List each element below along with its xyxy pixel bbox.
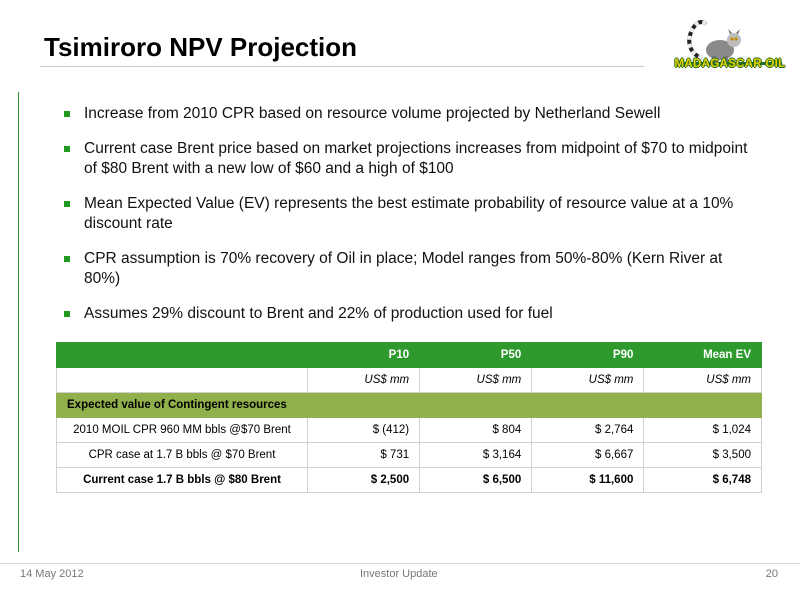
column-header-p10: P10: [308, 343, 420, 368]
value-cell: $ 3,164: [420, 443, 532, 468]
unit-cell: US$ mm: [532, 368, 644, 393]
bullet-list: [62, 104, 762, 339]
unit-cell: US$ mm: [644, 368, 762, 393]
value-cell: $ 731: [308, 443, 420, 468]
value-cell: $ 6,500: [420, 468, 532, 493]
bullet-text: Increase from 2010 CPR based on resource volume projected by Netherland Sewell: [84, 105, 661, 122]
value-cell: $ (412): [308, 418, 420, 443]
logo-wordmark: MADAGASCAR OIL: [674, 58, 786, 70]
unit-cell: US$ mm: [308, 368, 420, 393]
units-row: [57, 368, 762, 393]
table-row: [57, 468, 762, 493]
column-header-mean-ev: Mean EV: [644, 343, 762, 368]
value-cell: $ 6,748: [644, 468, 762, 493]
bullet-item: [62, 104, 762, 124]
footer-center-text: Investor Update: [360, 568, 438, 580]
table-row: [57, 418, 762, 443]
column-header-p50: P50: [420, 343, 532, 368]
bullet-item: [62, 139, 762, 179]
row-label: Current case 1.7 B bbls @ $80 Brent: [57, 468, 308, 493]
value-cell: $ 11,600: [532, 468, 644, 493]
bullet-square-icon: [64, 146, 70, 152]
table-header-row: [57, 343, 762, 368]
bullet-square-icon: [64, 201, 70, 207]
left-accent-line: [18, 92, 19, 552]
row-label: 2010 MOIL CPR 960 MM bbls @$70 Brent: [57, 418, 308, 443]
value-cell: $ 6,667: [532, 443, 644, 468]
bullet-square-icon: [64, 256, 70, 262]
section-row: [57, 393, 762, 418]
section-label: Expected value of Contingent resources: [57, 393, 762, 418]
footer-divider: [0, 563, 800, 564]
bullet-square-icon: [64, 311, 70, 317]
table-row: [57, 443, 762, 468]
value-cell: $ 2,764: [532, 418, 644, 443]
bullet-square-icon: [64, 111, 70, 117]
column-header-p90: P90: [532, 343, 644, 368]
value-cell: $ 804: [420, 418, 532, 443]
bullet-text: Mean Expected Value (EV) represents the best estimate probability of resource value at a 10% discount rate: [84, 195, 734, 232]
bullet-item: [62, 249, 762, 289]
value-cell: $ 3,500: [644, 443, 762, 468]
value-cell: $ 2,500: [308, 468, 420, 493]
page-title: Tsimiroro NPV Projection: [44, 32, 358, 62]
unit-cell: US$ mm: [420, 368, 532, 393]
bullet-text: CPR assumption is 70% recovery of Oil in place; Model ranges from 50%-80% (Kern River at 80%): [84, 250, 723, 287]
bullet-text: Current case Brent price based on market projections increases from midpoint of $70 to midpoint of $80 Brent with a new low of $60 and a high of $100: [84, 140, 748, 177]
row-label: CPR case at 1.7 B bbls @ $70 Brent: [57, 443, 308, 468]
npv-table: [56, 342, 762, 493]
page-number: 20: [765, 568, 778, 580]
value-cell: $ 1,024: [644, 418, 762, 443]
bullet-text: Assumes 29% discount to Brent and 22% of production used for fuel: [84, 305, 553, 322]
header-empty-cell: [57, 343, 308, 368]
title-divider: [40, 66, 644, 67]
bullet-item: [62, 304, 762, 324]
footer-date: 14 May 2012: [20, 568, 84, 580]
units-empty-cell: [57, 368, 308, 393]
bullet-item: [62, 194, 762, 234]
